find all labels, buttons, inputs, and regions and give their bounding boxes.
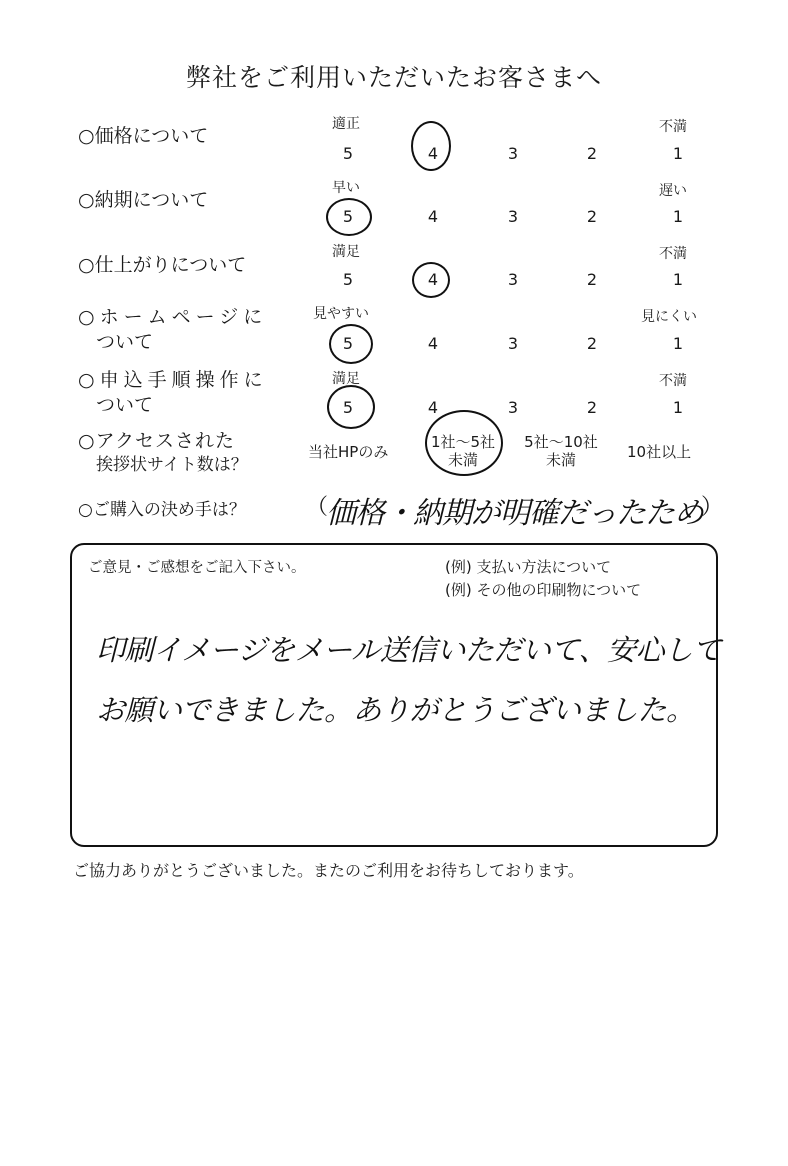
rating-2[interactable]: 2 — [586, 398, 598, 417]
question-label-line1: ○アクセスされた — [78, 430, 236, 452]
option-label-line2: 未満 — [447, 451, 478, 469]
rating-2[interactable]: 2 — [586, 207, 598, 226]
rating-4[interactable]: 4 — [427, 144, 439, 163]
option-label: 10社以上 — [627, 443, 692, 461]
scale-right-label: 遅い — [659, 183, 687, 199]
option-label-line1: 1社～5社 — [430, 433, 496, 451]
rating-5[interactable]: 5 — [342, 334, 354, 353]
selection-circle — [329, 324, 373, 364]
comment-example-1: (例) 支払い方法について — [445, 558, 612, 576]
question-label-line2: 挨拶状サイト数は？ — [96, 455, 248, 475]
question-label: ○ご購入の決め手は？ — [78, 500, 246, 520]
question-label: ○仕上がりについて — [78, 254, 247, 276]
rating-1[interactable]: 1 — [672, 144, 684, 163]
rating-1[interactable]: 1 — [672, 334, 684, 353]
access-option-5-10[interactable] — [513, 433, 609, 469]
rating-2[interactable]: 2 — [586, 334, 598, 353]
scale-left-label: 適正 — [332, 116, 360, 132]
close-paren: ） — [701, 495, 724, 520]
option-label-line2: 未満 — [545, 451, 576, 469]
handwritten-comment-line1: 印刷イメージをメール送信いただいて、安心して — [96, 633, 721, 667]
rating-5[interactable]: 5 — [342, 270, 354, 289]
option-label: 当社HPのみ — [308, 443, 389, 461]
selection-circle — [411, 121, 451, 171]
scale-right-label: 不満 — [659, 119, 687, 135]
rating-4[interactable]: 4 — [427, 398, 439, 417]
selection-circle — [412, 262, 450, 298]
rating-5[interactable]: 5 — [342, 207, 354, 226]
scale-left-label: 満足 — [332, 371, 360, 387]
rating-1[interactable]: 1 — [672, 270, 684, 289]
question-label-line2: ついて — [96, 331, 154, 353]
question-label-line2: ついて — [96, 394, 154, 416]
rating-3[interactable]: 3 — [507, 144, 519, 163]
scale-left-label: 見やすい — [313, 306, 369, 322]
selection-circle — [327, 385, 375, 429]
rating-2[interactable]: 2 — [586, 270, 598, 289]
selection-circle — [326, 198, 372, 236]
rating-1[interactable]: 1 — [672, 207, 684, 226]
handwritten-comment-line2: お願いできました。ありがとうございました。 — [96, 693, 695, 727]
rating-5[interactable]: 5 — [342, 144, 354, 163]
rating-4[interactable]: 4 — [427, 334, 439, 353]
question-label-line1: ○申込手順操作に — [78, 369, 268, 391]
scale-right-label: 不満 — [659, 373, 687, 389]
selection-circle — [425, 410, 503, 476]
rating-3[interactable]: 3 — [507, 398, 519, 417]
question-label-line1: ○ホームページに — [78, 306, 268, 328]
rating-4[interactable]: 4 — [427, 207, 439, 226]
question-label: ○価格について — [78, 125, 209, 147]
handwritten-answer[interactable]: 価格・納期が明確だったため — [326, 496, 703, 531]
access-option-10-plus[interactable] — [627, 443, 691, 461]
rating-3[interactable]: 3 — [507, 334, 519, 353]
comment-example-2: (例) その他の印刷物について — [445, 581, 642, 599]
scale-left-label: 満足 — [332, 244, 360, 260]
rating-5[interactable]: 5 — [342, 398, 354, 417]
rating-1[interactable]: 1 — [672, 398, 684, 417]
scale-right-label: 不満 — [659, 246, 687, 262]
comment-heading: ご意見・ご感想をご記入下さい。 — [88, 560, 306, 576]
rating-4[interactable]: 4 — [427, 270, 439, 289]
page-title: 弊社をご利用いただいたお客さまへ — [185, 63, 602, 92]
rating-3[interactable]: 3 — [507, 207, 519, 226]
rating-2[interactable]: 2 — [586, 144, 598, 163]
access-option-only-us[interactable] — [308, 443, 388, 461]
footer-thanks: ご協力ありがとうございました。またのご利用をお待ちしております。 — [73, 861, 584, 880]
rating-3[interactable]: 3 — [507, 270, 519, 289]
question-label: ○納期について — [78, 189, 209, 211]
option-label-line1: 5社～10社 — [524, 433, 598, 451]
scale-left-label: 早い — [332, 180, 360, 196]
open-paren: （ — [306, 495, 329, 520]
scale-right-label: 見にくい — [641, 309, 697, 325]
